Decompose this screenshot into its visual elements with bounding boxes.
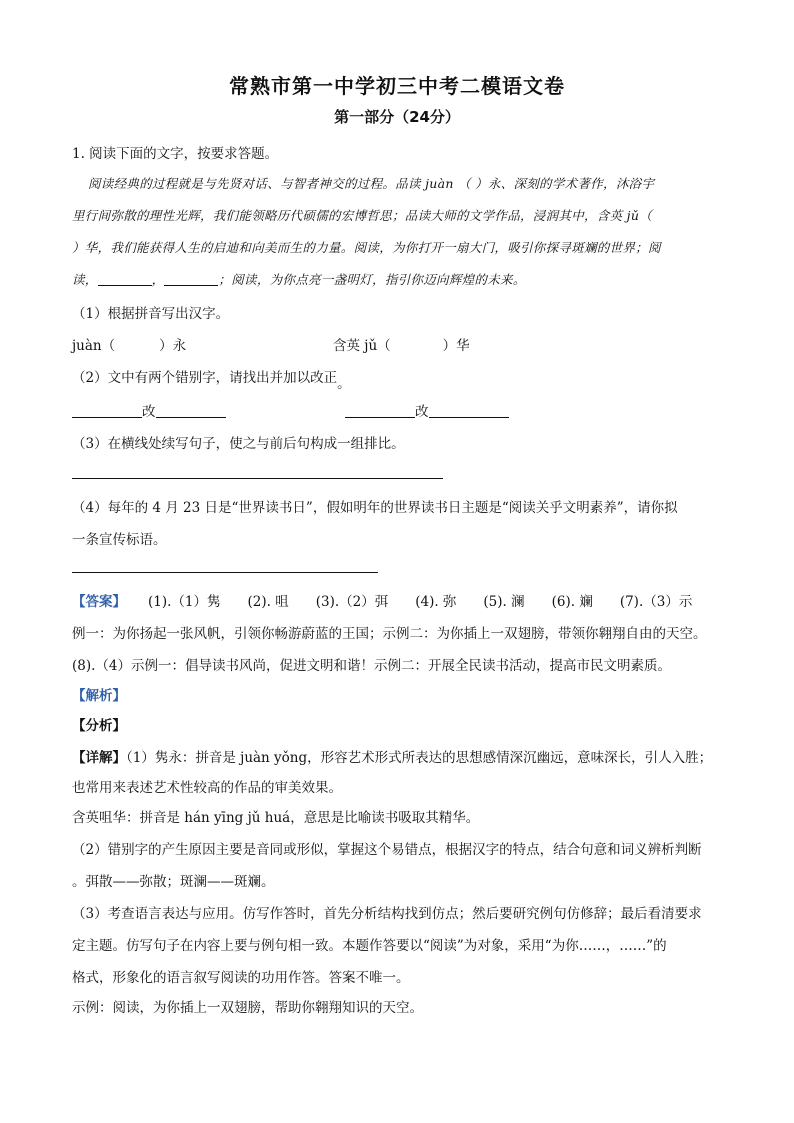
passage-line-1: 阅读经典的过程就是与先贤对话、与智者神交的过程。品读 juàn （ ）永、深刻的学术著作，沐浴宇 [88,176,655,191]
answer-line-4[interactable] [72,572,378,573]
detail-line-4: （2）错别字的产生原因主要是音同或形似，掌握这个易错点，根据汉字的特点，结合句意和词义辨析判断 [72,842,702,858]
detail-line-3: 含英咀华：拼音是 hán yīng jǔ huá，意思是比喻读书吸取其精华。 [72,810,480,826]
passage-line-3: ）华，我们能获得人生的启迪和向美而生的力量。阅读，为你打开一扇大门，吸引你探寻斑斓的世界；阅 [72,240,661,255]
pinyin-item-2-pre: 含英 jǔ（ [333,338,391,354]
correction-pair-2 [345,400,509,420]
analysis-tag: 【解析】 [72,688,126,704]
passage-line-4-start: 读， [72,272,98,287]
passage-line-4: 读， ， ；阅读，为你点亮一盏明灯，指引你迈向辉煌的未来。 [72,272,526,287]
sub-question-2-dot: 。 [337,376,351,392]
detail-tag: 【详解】 [72,750,126,766]
pinyin-item-1-post: ）永 [159,338,187,354]
question-1-stem: 1. 阅读下面的文字，按要求答题。 [72,146,279,162]
answer-line-1 [72,590,692,610]
change-label: 改 [142,404,156,420]
correct-char-blank[interactable] [156,403,226,418]
answer-blank[interactable] [164,271,218,286]
detail-line-6: （3）考查语言表达与应用。仿写作答时，首先分析结构找到仿点；然后要研究例句仿修辞；最后看清要求 [72,906,702,922]
wrong-char-blank[interactable] [72,403,142,418]
answer-line-2: 例一：为你扬起一张风帆，引领你畅游蔚蓝的王国；示例二：为你插上一双翅膀，带领你翱翔自由的天空。 [72,626,707,642]
pinyin-item-2 [333,334,470,354]
pinyin-item-1-pre: juàn（ [72,338,116,354]
fenxi-tag: 【分析】 [72,718,126,734]
detail-line-1 [72,746,712,766]
detail-line-8: 格式，形象化的语言叙写阅读的功用作答。答案不唯一。 [72,970,410,986]
detail-line-7: 定主题。仿写句子在内容上要与例句相一致。本题作答要以“阅读”为对象，采用“为你……，……”的 [72,938,667,954]
detail-text-1: （1）隽永：拼音是 juàn yǒng，形容艺术形式所表达的思想感情深沉幽远，意味深长，引人入胜； [126,750,713,766]
answer-text-1: (1).（1）隽 (2). 咀 (3).（2）弭 (4). 弥 (5). 澜 (6). 斓 (7).（3）示 [148,594,693,610]
detail-line-5: 。弭散——弥散；斑澜——斑斓。 [72,874,275,890]
detail-line-2: 也常用来表述艺术性较高的作品的审美效果。 [72,780,342,796]
pinyin-item-2-post: ）华 [442,338,470,354]
correction-pair-1 [72,400,226,420]
passage-line-4-end: ；阅读，为你点亮一盏明灯，指引你迈向辉煌的未来。 [218,272,526,287]
sub-question-4-line-2: 一条宣传标语。 [72,532,167,548]
answer-blank[interactable] [98,271,152,286]
change-label: 改 [415,404,429,420]
pinyin-item-1 [72,334,186,354]
answer-line-3[interactable] [72,478,443,479]
section-heading: 第一部分（24分） [334,108,460,126]
sub-question-1: （1）根据拼音写出汉字。 [72,306,230,322]
passage-line-2: 里行间弥散的理性光辉，我们能领略历代硕儒的宏博哲思；品读大师的文学作品，浸润其中，含英 jǔ（ [72,208,653,223]
sub-question-2 [72,366,351,392]
answer-line-3: (8).（4）示例一：倡导读书风尚，促进文明和谐！示例二：开展全民读书活动，提高市民文明素质。 [72,658,672,674]
detail-line-9: 示例：阅读，为你插上一双翅膀，帮助你翱翔知识的天空。 [72,1000,423,1016]
page-title: 常熟市第一中学初三中考二模语文卷 [229,74,565,98]
sub-question-4-line-1: （4）每年的 4 月 23 日是“世界读书日”，假如明年的世界读书日主题是“阅读关乎文明素养”，请你拟 [72,500,678,516]
wrong-char-blank[interactable] [345,403,415,418]
answer-tag: 【答案】 [72,594,126,610]
correct-char-blank[interactable] [429,403,509,418]
sub-question-3: （3）在横线处续写句子，使之与前后句构成一组排比。 [72,436,405,452]
sub-question-2-text: （2）文中有两个错别字，请找出并加以改正 [72,370,338,386]
